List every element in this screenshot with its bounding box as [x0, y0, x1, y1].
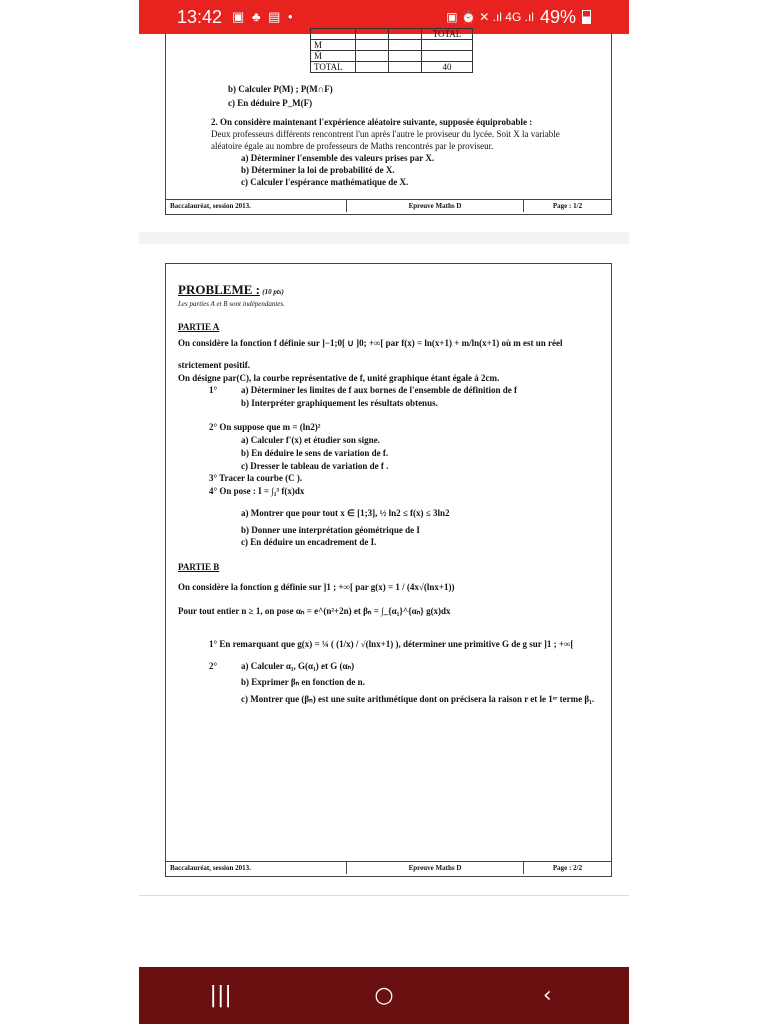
battery-level: 49% — [539, 6, 576, 27]
text-line: 1° En remarquant que g(x) = ¼ ( (1/x) / √(lnx+1) ), déterminer une primitive G de g sur ]1 ; +∞[ — [209, 639, 574, 649]
problem-heading — [178, 284, 284, 298]
header-total: TOTAL — [422, 29, 473, 40]
status-right — [446, 7, 591, 28]
footer-page: Page : 2/2 — [552, 864, 583, 872]
row-m: M — [311, 40, 356, 51]
text-line: 2. On considère maintenant l'expérience aléatoire suivante, supposée équiprobable : — [211, 117, 533, 127]
text-line: Pour tout entier n ≥ 1, on pose αₙ = e^(n²+2n) et βₙ = ∫_{α₁}^{αₙ} g(x)dx — [178, 606, 451, 616]
home-button[interactable]: ○ — [374, 983, 394, 1008]
footer-epreuve: Epreuve Maths D — [347, 200, 524, 212]
total-value: 40 — [422, 62, 473, 73]
partie-b-heading: PARTIE B — [178, 562, 220, 572]
battery-icon — [582, 10, 591, 24]
text-line: b) En déduire le sens de variation de f. — [241, 448, 389, 458]
subtitle: Les parties A et B sont indépendantes. — [178, 300, 285, 308]
text-line: c) En déduire un encadrement de I. — [241, 537, 377, 547]
text-line: a) Déterminer les limites de f aux bornes de l'ensemble de définition de f — [241, 385, 518, 395]
text-line: 4° On pose : I = ∫₁³ f(x)dx — [209, 486, 305, 496]
text-line: a) Déterminer l'ensemble des valeurs prises par X. — [241, 153, 435, 163]
text-line: b) Donner une interprétation géométrique de I — [241, 525, 420, 535]
text-line: On considère la fonction g définie sur ]1 ; +∞[ par g(x) = 1 / (4x√(lnx+1)) — [178, 582, 455, 592]
signal-icons: ▣ ⏰ ✕ .ıl 4G .ıl — [446, 10, 534, 24]
text-line: On considère la fonction f définie sur ]−1;0[ ∪ ]0; +∞[ par f(x) = ln(x+1) + m/ln(x+1) où m est un réel — [178, 338, 563, 348]
document-page-1 — [165, 29, 612, 215]
text-line: strictement positif. — [178, 360, 250, 370]
text-line: On désigne par(C), la courbe représentative de f, unité graphique étant égale à 2cm. — [178, 373, 500, 383]
page-title: PROBLEME : — [178, 282, 260, 297]
footer-page: Page : 1/2 — [552, 202, 583, 210]
text-line: a) Montrer que pour tout x ∈ [1;3], ½ ln2 ≤ f(x) ≤ 3ln2 — [241, 508, 450, 518]
text-line: c) En déduire P_M(F) — [228, 98, 313, 108]
points: (10 pts) — [262, 288, 284, 296]
text-line: 2° — [209, 661, 218, 671]
back-button[interactable]: ‹ — [542, 983, 552, 1008]
row-mbar: M̄ — [311, 51, 356, 62]
text-line: 2° On suppose que m = (ln2)² — [209, 422, 321, 432]
page-footer — [166, 861, 611, 874]
footer-session: Baccalauréat, session 2013. — [166, 200, 347, 212]
text-line: c) Montrer que (βₙ) est une suite arithmétique dont on précisera la raison r et le 1ᵉʳ terme β₁. — [241, 694, 595, 704]
text-line: c) Dresser le tableau de variation de f . — [241, 461, 389, 471]
text-line: Deux professeurs différents rencontrent l'un après l'autre le proviseur du lycée. Soit X la variable — [211, 129, 560, 139]
notification-icons: ▣ ♣ ▤ • — [232, 9, 295, 24]
blank-area — [139, 895, 629, 968]
page-separator — [139, 232, 629, 244]
document-page-2 — [165, 263, 612, 877]
text-line: a) Calculer f'(x) et étudier son signe. — [241, 435, 380, 445]
footer-session: Baccalauréat, session 2013. — [166, 862, 347, 874]
page-footer — [166, 199, 611, 212]
text-line: b) Déterminer la loi de probabilité de X. — [241, 165, 395, 175]
text-line: b) Interpréter graphiquement les résultats obtenus. — [241, 398, 438, 408]
text-line: c) Calculer l'espérance mathématique de X. — [241, 177, 409, 187]
status-time: 13:42 — [177, 6, 223, 27]
recents-button[interactable]: ||| — [209, 983, 232, 1008]
contingency-table — [310, 28, 473, 73]
text-line: 1° — [209, 385, 218, 395]
navigation-bar — [139, 967, 629, 1024]
text-line: b) Calculer P(M) ; P(M∩F) — [228, 84, 333, 94]
text-line: aléatoire égale au nombre de professeurs de Maths rencontrés par le proviseur. — [211, 141, 494, 151]
footer-epreuve: Epreuve Maths D — [347, 862, 524, 874]
text-line: a) Calculer α₁, G(α₁) et G (αₙ) — [241, 661, 355, 671]
text-line: 3° Tracer la courbe (C ). — [209, 473, 303, 483]
partie-a-heading: PARTIE A — [178, 322, 220, 332]
text-line: b) Exprimer βₙ en fonction de n. — [241, 677, 365, 687]
row-total: TOTAL — [311, 62, 356, 73]
